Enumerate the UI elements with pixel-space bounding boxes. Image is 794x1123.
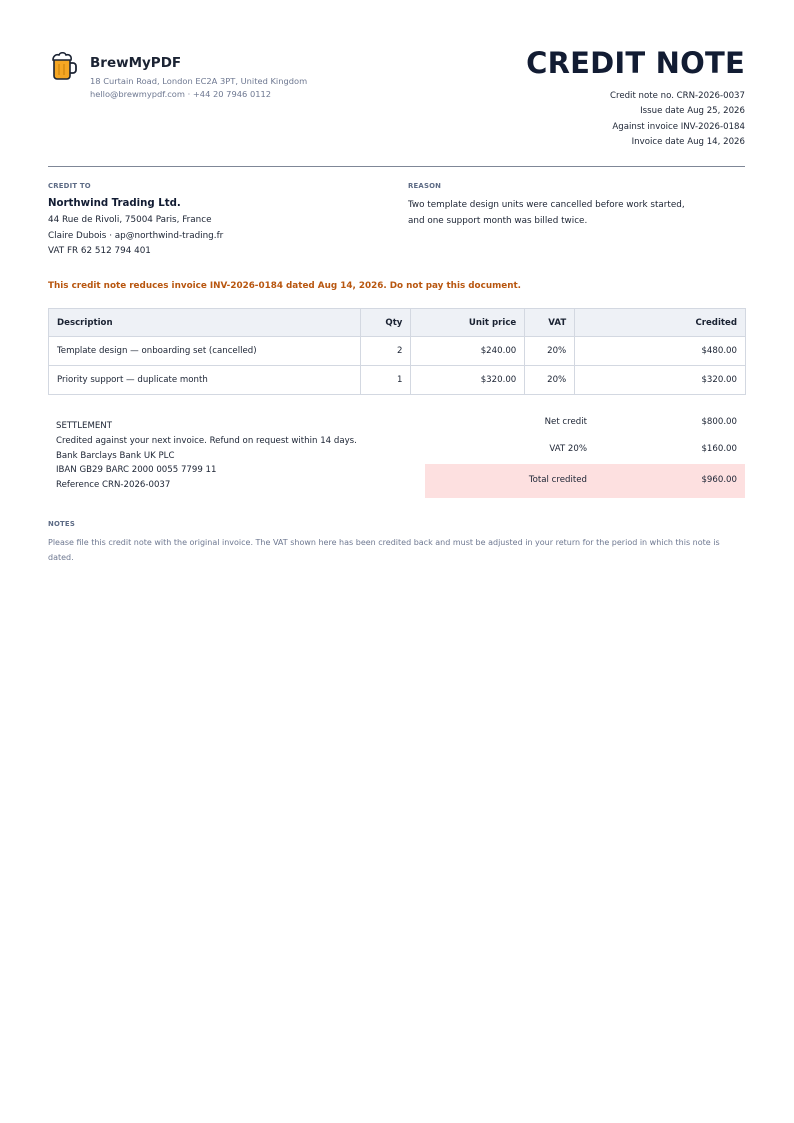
row-unit-price: $320.00 xyxy=(411,366,525,395)
vat-value: $160.00 xyxy=(701,444,737,454)
issue-date: Issue date Aug 25, 2026 xyxy=(640,106,745,117)
vat-label: VAT 20% xyxy=(549,444,587,454)
reason-label: REASON xyxy=(408,182,442,190)
warning-notice: This credit note reduces invoice INV-2026-0184 dated Aug 14, 2026. Do not pay this document. xyxy=(48,281,522,291)
settlement-reference: Reference CRN-2026-0037 xyxy=(56,480,171,491)
settlement-iban: IBAN GB29 BARC 2000 0055 7799 11 xyxy=(56,465,217,476)
company-header xyxy=(48,50,378,106)
header-divider xyxy=(48,166,745,167)
client-address: 44 Rue de Rivoli, 75004 Paris, France xyxy=(48,215,212,225)
header-qty: Qty xyxy=(361,309,411,337)
header-vat: VAT xyxy=(525,309,575,337)
total-credited-row xyxy=(425,464,745,498)
net-credit-value: $800.00 xyxy=(701,417,737,427)
table-header-row xyxy=(49,309,746,337)
settlement-heading: SETTLEMENT xyxy=(56,421,112,431)
reason-section xyxy=(408,182,728,229)
header-unit-price: Unit price xyxy=(411,309,525,337)
line-items-table xyxy=(48,308,746,395)
credit-note-number: Credit note no. CRN-2026-0037 xyxy=(609,91,745,101)
total-credited-label: Total credited xyxy=(528,475,587,485)
client-vat: VAT FR 62 512 794 401 xyxy=(48,246,151,257)
row-qty: 2 xyxy=(361,337,411,366)
beer-mug-icon xyxy=(48,50,80,82)
row-unit-price: $240.00 xyxy=(411,337,525,366)
document-title: CREDIT NOTE xyxy=(526,46,745,80)
row-vat: 20% xyxy=(525,337,575,366)
net-credit-label: Net credit xyxy=(544,417,587,427)
totals-block xyxy=(425,408,745,498)
settlement-bank: Bank Barclays Bank UK PLC xyxy=(56,450,175,461)
client-contact[interactable]: Claire Dubois · ap@northwind-trading.fr xyxy=(48,230,224,241)
row-description: Template design — onboarding set (cancelled) xyxy=(49,337,361,366)
credit-to-label: CREDIT TO xyxy=(48,182,91,190)
client-name: Northwind Trading Ltd. xyxy=(48,198,181,209)
row-description: Priority support — duplicate month xyxy=(49,366,361,395)
row-credited: $480.00 xyxy=(575,337,746,366)
company-name: BrewMyPDF xyxy=(90,55,182,71)
notes-label: NOTES xyxy=(48,520,75,528)
reason-line-1: Two template design units were cancelled before work started, xyxy=(408,200,685,210)
settlement-section xyxy=(56,419,416,493)
table-row xyxy=(49,337,746,366)
header-credited: Credited xyxy=(575,309,746,337)
invoice-date: Invoice date Aug 14, 2026 xyxy=(631,136,745,147)
reason-line-2: and one support month was billed twice. xyxy=(408,216,588,226)
company-address: 18 Curtain Road, London EC2A 3PT, United Kingdom xyxy=(90,76,308,86)
row-vat: 20% xyxy=(525,366,575,395)
header-description: Description xyxy=(49,309,361,337)
against-invoice: Against invoice INV-2026-0184 xyxy=(612,121,745,132)
total-credited-value: $960.00 xyxy=(701,475,737,485)
settlement-terms: Credited against your next invoice. Refund on request within 14 days. xyxy=(56,435,357,446)
company-contact[interactable]: hello@brewmypdf.com · +44 20 7946 0112 xyxy=(90,89,272,99)
document-meta xyxy=(485,89,745,150)
credit-to-section xyxy=(48,182,368,260)
notes-section xyxy=(48,520,743,565)
net-credit-row xyxy=(425,408,745,435)
vat-row xyxy=(425,435,745,462)
notes-text: Please file this credit note with the original invoice. The VAT shown here has been credited back and must be adjusted in your return for the period in which this note is dated. xyxy=(48,538,720,562)
table-row xyxy=(49,366,746,395)
row-qty: 1 xyxy=(361,366,411,395)
row-credited: $320.00 xyxy=(575,366,746,395)
